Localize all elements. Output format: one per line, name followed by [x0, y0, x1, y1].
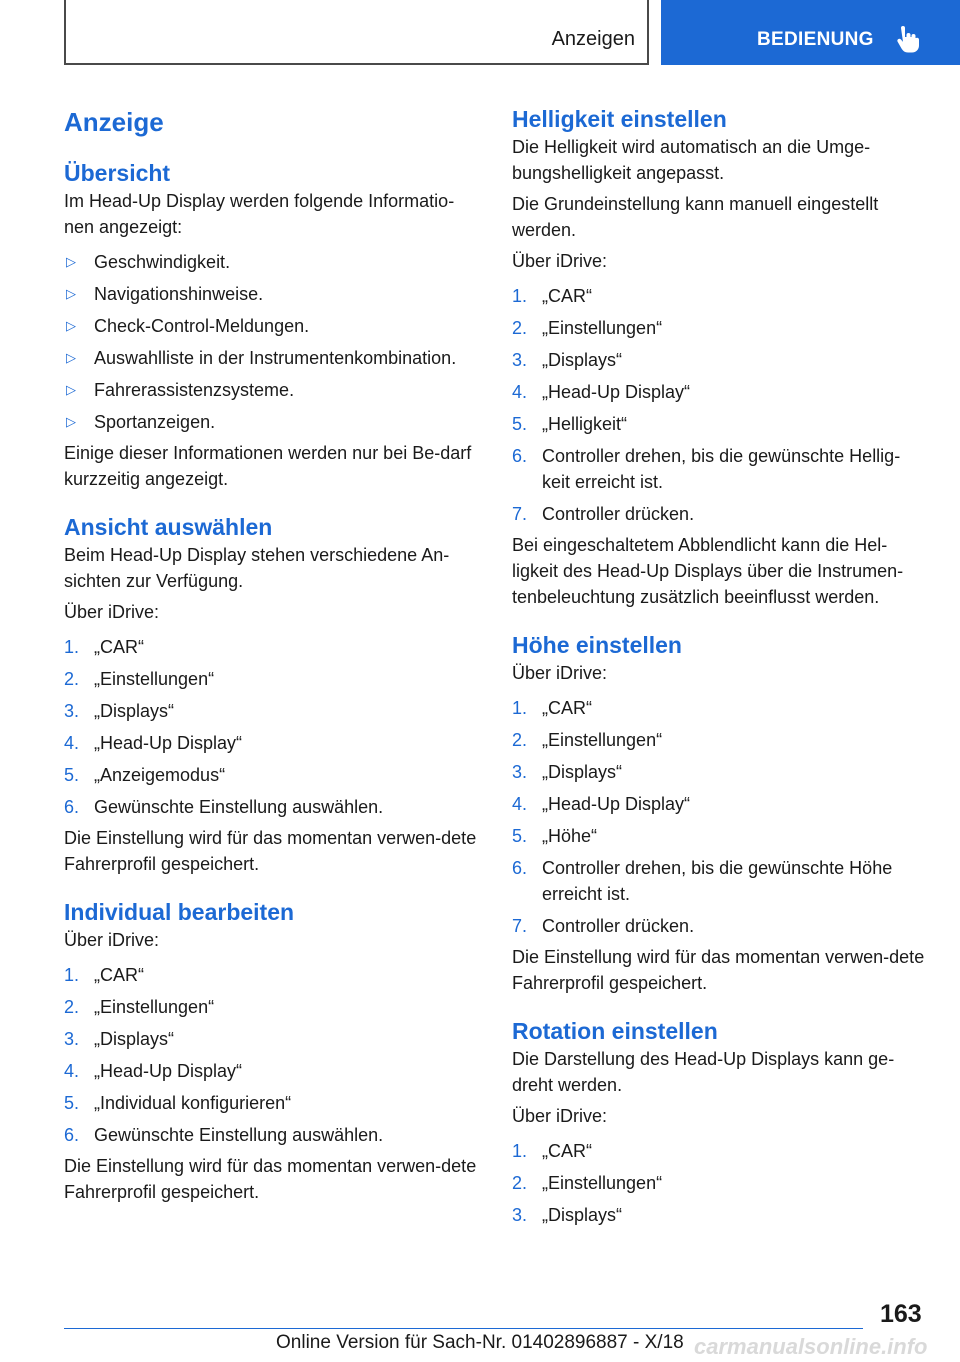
numbered-list — [64, 962, 479, 1148]
paragraph: Die Darstellung des Head-Up Displays kann ge-dreht werden. — [512, 1049, 895, 1095]
list-item: 1. „CAR“ — [512, 286, 592, 306]
paragraph: Die Einstellung wird für das momentan verwen-dete Fahrerprofil gespeichert. — [64, 828, 477, 874]
section-heading: Individual bearbeiten — [64, 899, 295, 925]
list-item: 4. „Head-Up Display“ — [64, 733, 243, 753]
list-item: 2. „Einstellungen“ — [512, 1173, 663, 1193]
paragraph: Die Einstellung wird für das momentan verwen-dete Fahrerprofil gespeichert. — [512, 947, 925, 993]
list-item: 2. „Einstellungen“ — [512, 318, 663, 338]
page-number: 163 — [880, 1300, 922, 1328]
list-item: 7. Controller drücken. — [512, 916, 695, 936]
list-item: ▷ Auswahlliste in der Instrumentenkombination. — [64, 345, 479, 371]
triangle-bullet-icon: ▷ — [66, 350, 76, 365]
list-item: 6. Controller drehen, bis die gewünschte Hellig-keit erreicht ist. — [512, 446, 901, 492]
list-item: 1. „CAR“ — [64, 965, 144, 985]
list-item: 5. „Helligkeit“ — [512, 414, 628, 434]
triangle-bullet-icon: ▷ — [66, 382, 76, 397]
list-item: 6. Controller drehen, bis die gewünschte Höhe erreicht ist. — [512, 858, 893, 904]
triangle-bullet-icon: ▷ — [66, 318, 76, 333]
list-item: 5. „Individual konfigurieren“ — [64, 1093, 292, 1113]
paragraph: Im Head-Up Display werden folgende Informatio-nen angezeigt: — [64, 191, 455, 237]
paragraph: Einige dieser Informationen werden nur bei Be-darf kurzzeitig angezeigt. — [64, 443, 472, 489]
list-item: 6. Gewünschte Einstellung auswählen. — [64, 797, 384, 817]
header-section-title: Anzeigen — [551, 28, 635, 50]
section-heading: Höhe einstellen — [512, 632, 682, 658]
list-item: 1. „CAR“ — [512, 698, 592, 718]
triangle-bullet-icon: ▷ — [66, 254, 76, 269]
list-item: ▷ Sportanzeigen. — [64, 409, 479, 435]
list-item: 1. „CAR“ — [512, 1141, 592, 1161]
paragraph: Die Helligkeit wird automatisch an die Umge-bungshelligkeit angepasst. — [512, 137, 871, 183]
paragraph: Über iDrive: — [512, 1106, 608, 1126]
numbered-list — [64, 634, 479, 820]
page-title: Anzeige — [64, 107, 164, 137]
list-item: 4. „Head-Up Display“ — [64, 1061, 243, 1081]
header-section-box — [64, 0, 649, 65]
paragraph: Über iDrive: — [512, 251, 608, 271]
section-heading: Übersicht — [64, 160, 171, 186]
header-chapter-tab[interactable] — [661, 0, 960, 65]
numbered-list — [512, 283, 927, 527]
paragraph: Beim Head-Up Display stehen verschiedene An-sichten zur Verfügung. — [64, 545, 450, 591]
paragraph: Über iDrive: — [64, 602, 160, 622]
list-item: 4. „Head-Up Display“ — [512, 382, 691, 402]
list-item: 3. „Displays“ — [64, 1029, 175, 1049]
list-item: 4. „Head-Up Display“ — [512, 794, 691, 814]
paragraph: Über iDrive: — [64, 930, 160, 950]
list-item: 3. „Displays“ — [512, 1205, 623, 1225]
numbered-list — [512, 695, 927, 939]
watermark: carmanualsonline.info — [694, 1334, 928, 1359]
triangle-bullet-icon: ▷ — [66, 286, 76, 301]
list-item: 5. „Höhe“ — [512, 826, 598, 846]
triangle-bullet-icon: ▷ — [66, 414, 76, 429]
list-item: 1. „CAR“ — [64, 637, 144, 657]
bullet-list — [64, 249, 479, 435]
list-item: ▷ Geschwindigkeit. — [64, 249, 479, 275]
list-item: 2. „Einstellungen“ — [512, 730, 663, 750]
list-item: 2. „Einstellungen“ — [64, 669, 215, 689]
footer-divider — [64, 1328, 863, 1329]
list-item: 2. „Einstellungen“ — [64, 997, 215, 1017]
list-item: ▷ Check-Control-Meldungen. — [64, 313, 479, 339]
list-item: 5. „Anzeigemodus“ — [64, 765, 226, 785]
list-item: 7. Controller drücken. — [512, 504, 695, 524]
paragraph: Über iDrive: — [512, 663, 608, 683]
paragraph: Die Einstellung wird für das momentan verwen-dete Fahrerprofil gespeichert. — [64, 1156, 477, 1202]
list-item: 3. „Displays“ — [512, 762, 623, 782]
footer-version-text: Online Version für Sach-Nr. 01402896887 - X/18 — [276, 1332, 684, 1353]
list-item: ▷ Fahrerassistenzsysteme. — [64, 377, 479, 403]
pointing-hand-icon — [895, 26, 921, 54]
section-heading: Ansicht auswählen — [64, 514, 273, 540]
paragraph: Bei eingeschaltetem Abblendlicht kann die Hel-ligkeit des Head-Up Displays über die Instrumen-tenbeleuchtung zusätzlich beeinflusst werden. — [512, 535, 904, 607]
list-item: 3. „Displays“ — [512, 350, 623, 370]
paragraph: Die Grundeinstellung kann manuell eingestellt werden. — [512, 194, 879, 240]
numbered-list — [512, 1138, 927, 1228]
section-heading: Helligkeit einstellen — [512, 106, 727, 132]
list-item: 3. „Displays“ — [64, 701, 175, 721]
list-item: ▷ Navigationshinweise. — [64, 281, 479, 307]
header-chapter-title: BEDIENUNG — [757, 29, 874, 50]
list-item: 6. Gewünschte Einstellung auswählen. — [64, 1125, 384, 1145]
right-column — [512, 100, 927, 1228]
section-heading: Rotation einstellen — [512, 1018, 718, 1044]
left-column — [64, 100, 479, 1205]
